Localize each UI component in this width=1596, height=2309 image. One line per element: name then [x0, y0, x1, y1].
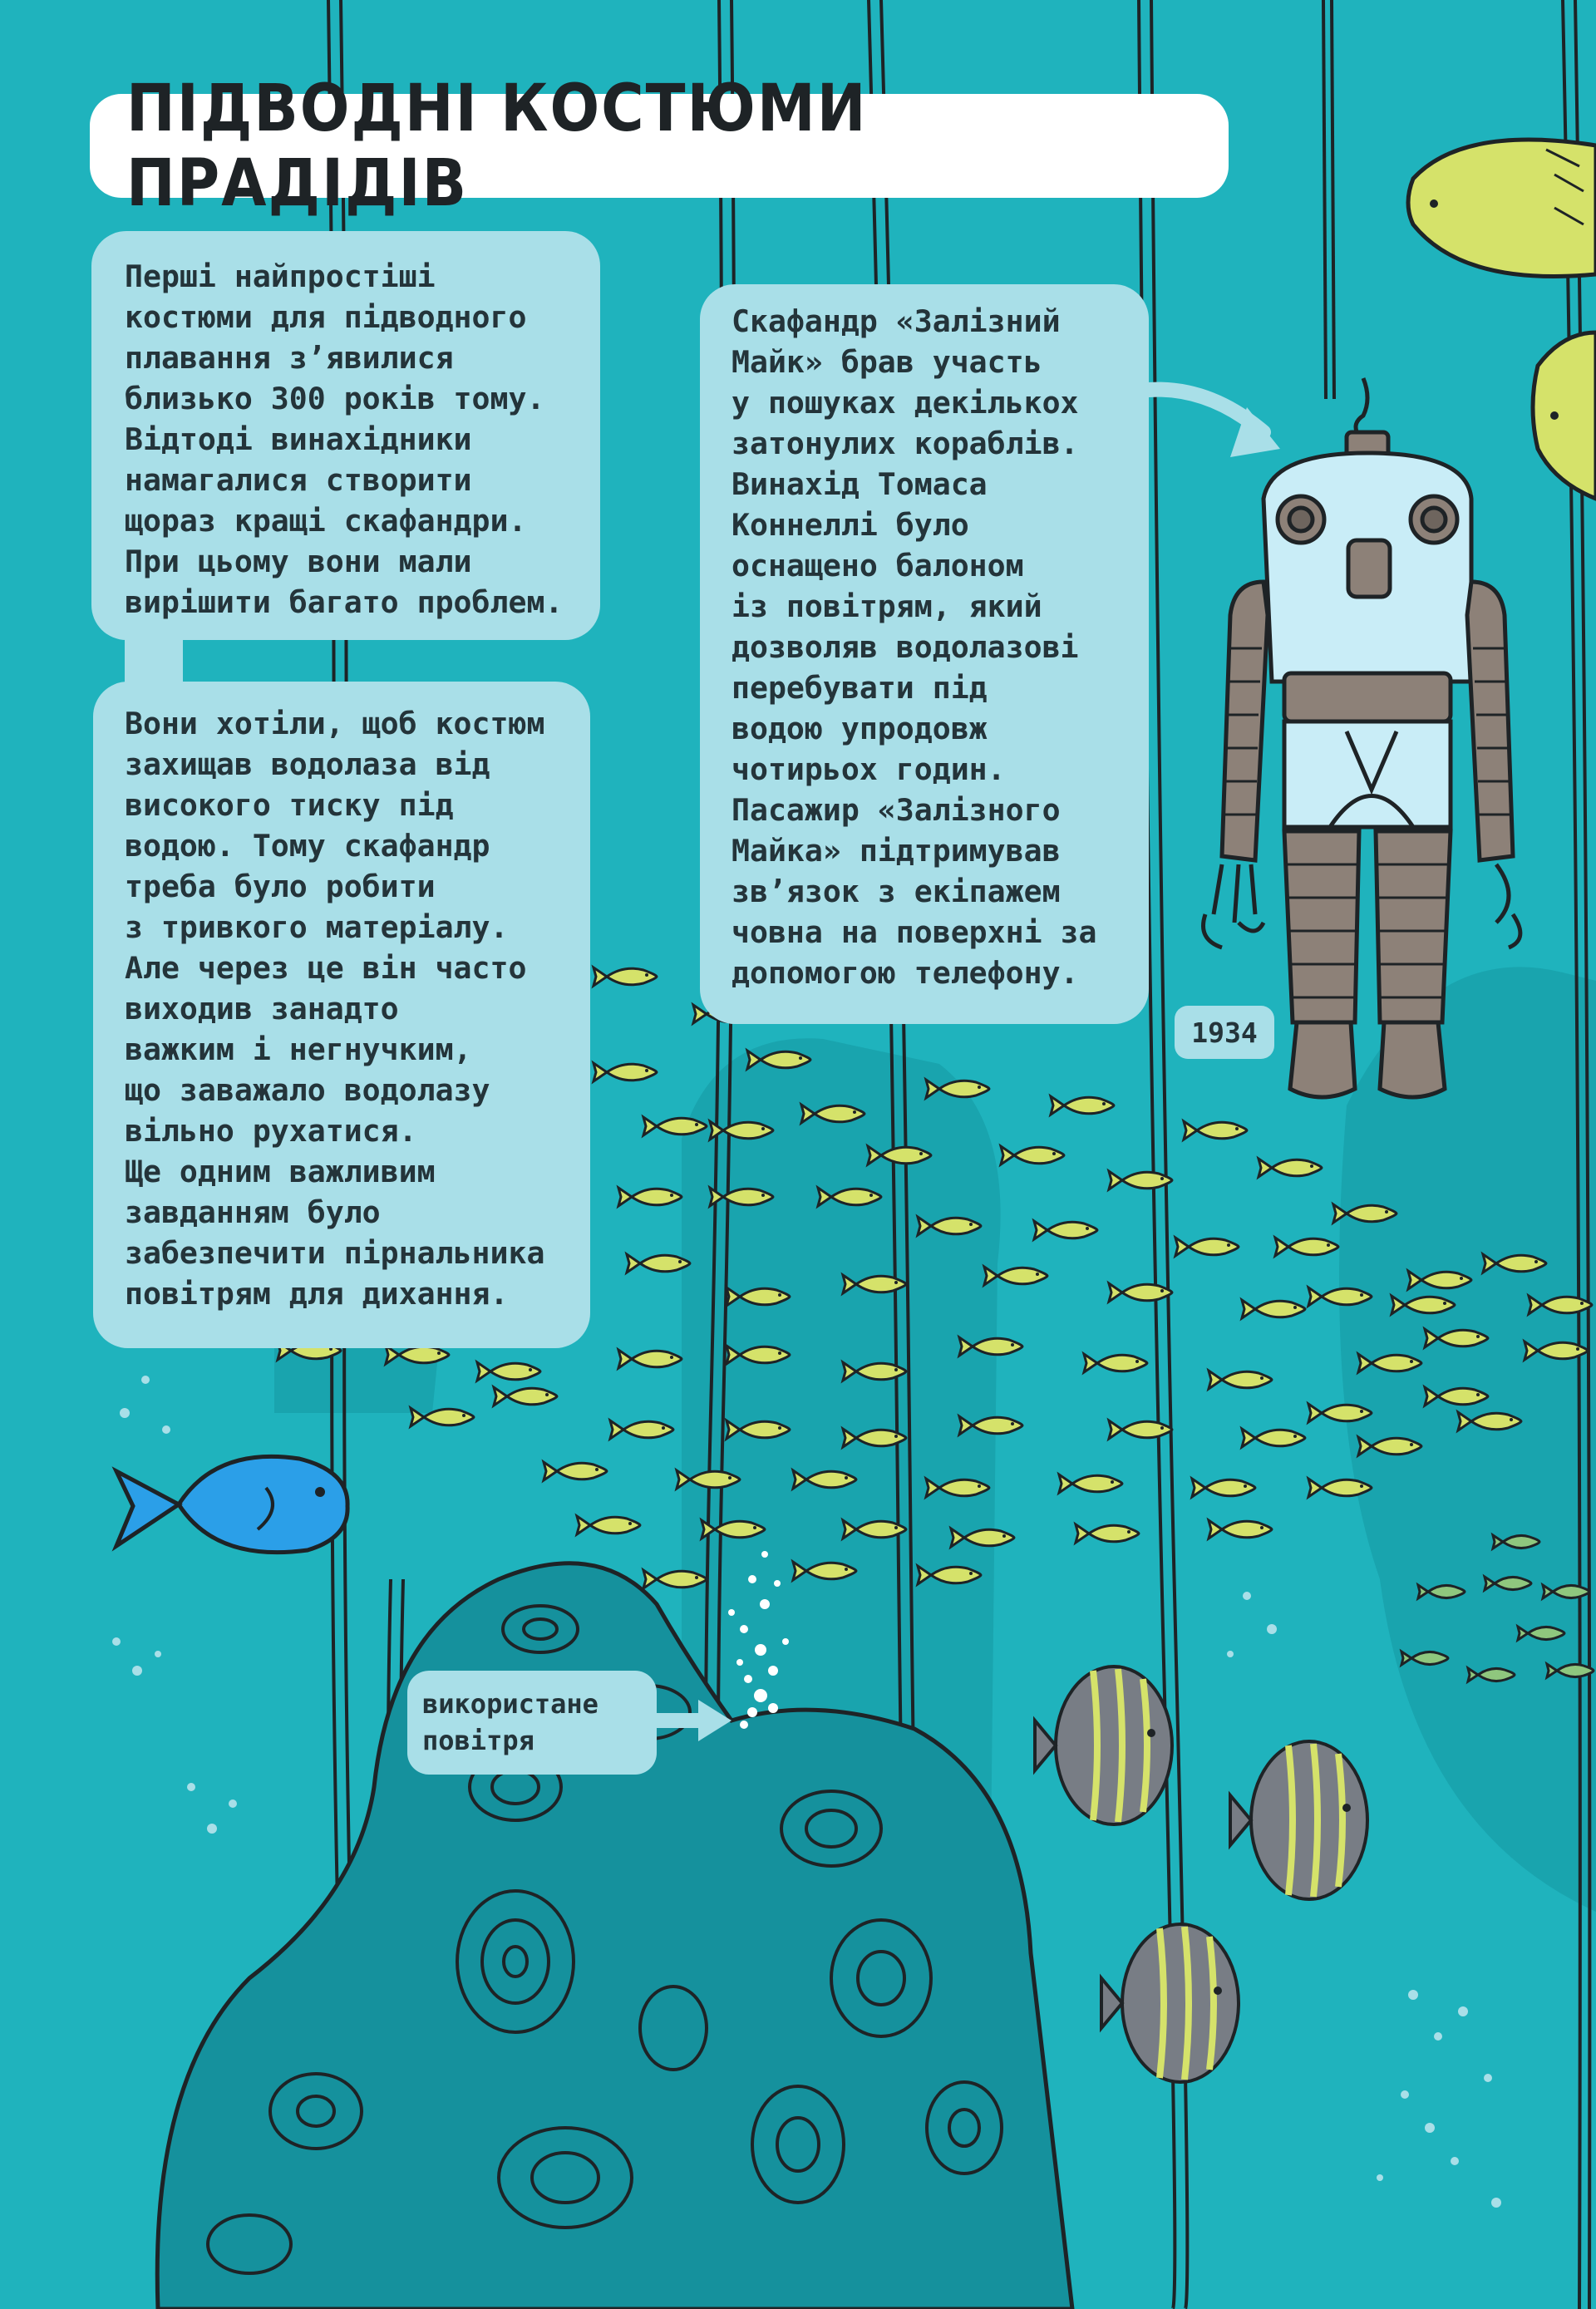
- iron-mike-text-bubble: Скафандр «Залізний Майк» брав участь у пошуках декількох затонулих кораблів. Винахід Томаса Коннеллі було оснащено балоном із повітрям, який дозволяв водолазові перебувати під водою упродовж чотирьох годин. Пасажир «Залізного Майка» підтримував зв’язок з екіпажем човна на поверхні за допомогою телефону.: [700, 284, 1149, 1024]
- problems-text-bubble: Вони хотіли, щоб костюм захищав водолаза від високого тиску під водою. Тому скафандр треба було робити з тривкого матеріалу. Але через це він часто виходив занадто важким і негнучким, що заважало водолазу вільно рухатися. Ще одним важливим завданням було забезпечити пірнальника повітрям для дихання.: [93, 682, 590, 1348]
- used-air-label: використане повітря: [407, 1671, 657, 1775]
- page-title: ПІДВОДНІ КОСТЮМИ ПРАДІДІВ: [90, 94, 1229, 198]
- year-label: 1934: [1175, 1006, 1274, 1059]
- intro-text-bubble: Перші найпростіші костюми для підводного плавання з’явилися близько 300 років тому. Відтоді винахідники намагалися створити щораз кращі скафандри. При цьому вони мали вирішити багато проблем.: [91, 231, 600, 640]
